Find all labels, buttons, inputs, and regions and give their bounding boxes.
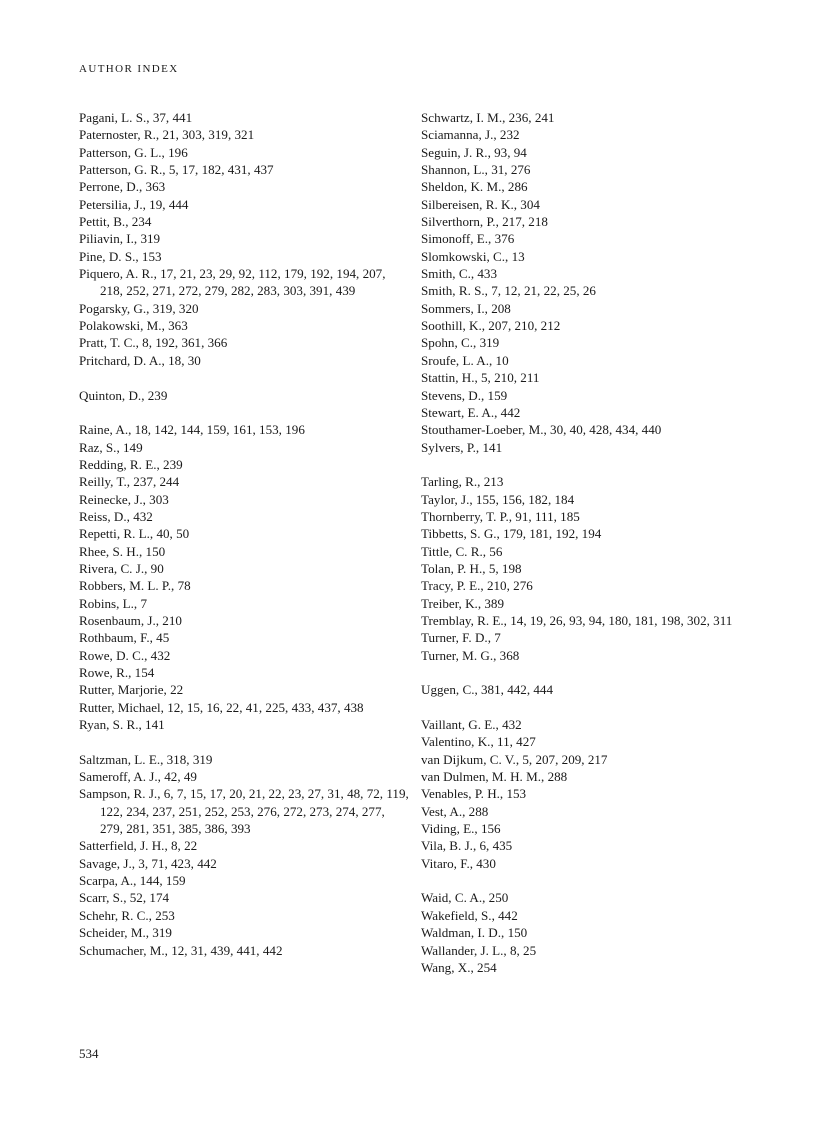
- index-entry: Valentino, K., 11, 427: [421, 734, 536, 750]
- index-entry: Sheldon, K. M., 286: [421, 179, 528, 195]
- index-entry: Rothbaum, F., 45: [79, 630, 170, 646]
- index-entry: Piquero, A. R., 17, 21, 23, 29, 92, 112, 179, 192, 194, 207, 218, 252, 271, 272, 279, 282, 283, 303, 391, 439: [79, 266, 386, 299]
- letter-group-gap: [421, 872, 751, 889]
- index-entry: Scarr, S., 52, 174: [79, 890, 170, 906]
- index-entry: Silbereisen, R. K., 304: [421, 196, 540, 212]
- index-entry: Sroufe, L. A., 10: [421, 352, 509, 368]
- index-entry: Tracy, P. E., 210, 276: [421, 578, 533, 594]
- index-entry: Paternoster, R., 21, 303, 319, 321: [79, 127, 255, 143]
- index-entry: Seguin, J. R., 93, 94: [421, 144, 527, 160]
- index-entry: Sylvers, P., 141: [421, 439, 503, 455]
- index-entry: Scarpa, A., 144, 159: [79, 873, 186, 889]
- index-entry: Rowe, D. C., 432: [79, 647, 171, 663]
- index-entry: Perrone, D., 363: [79, 179, 166, 195]
- index-entry: Robins, L., 7: [79, 595, 148, 611]
- index-entry: Smith, R. S., 7, 12, 21, 22, 25, 26: [421, 283, 596, 299]
- index-entry: Polakowski, M., 363: [79, 318, 188, 334]
- index-entry: Wallander, J. L., 8, 25: [421, 942, 537, 958]
- letter-group-gap: [79, 733, 409, 750]
- index-entry: Satterfield, J. H., 8, 22: [79, 838, 198, 854]
- index-entry: Viding, E., 156: [421, 821, 501, 837]
- index-entry: Tibbetts, S. G., 179, 181, 192, 194: [421, 526, 602, 542]
- index-entry: Waldman, I. D., 150: [421, 925, 528, 941]
- index-entry: Reiss, D., 432: [79, 508, 153, 524]
- index-entry: Spohn, C., 319: [421, 335, 500, 351]
- index-entry: Redding, R. E., 239: [79, 456, 183, 472]
- index-entry: Sommers, I., 208: [421, 300, 511, 316]
- index-entry: Pratt, T. C., 8, 192, 361, 366: [79, 335, 228, 351]
- index-entry: Venables, P. H., 153: [421, 786, 527, 802]
- letter-group-gap: [421, 699, 751, 716]
- index-entry: Rivera, C. J., 90: [79, 560, 164, 576]
- index-entry: Sciamanna, J., 232: [421, 127, 520, 143]
- index-entry: Robbers, M. L. P., 78: [79, 578, 191, 594]
- index-entry: Repetti, R. L., 40, 50: [79, 526, 190, 542]
- running-head: AUTHOR INDEX: [79, 63, 179, 75]
- letter-group-gap: [79, 369, 409, 386]
- index-entry: Turner, M. G., 368: [421, 647, 520, 663]
- index-entry: Patterson, G. R., 5, 17, 182, 431, 437: [79, 162, 274, 178]
- index-entry: Pine, D. S., 153: [79, 248, 162, 264]
- index-entry: Pogarsky, G., 319, 320: [79, 300, 199, 316]
- index-entry: Taylor, J., 155, 156, 182, 184: [421, 491, 575, 507]
- index-entry: Raz, S., 149: [79, 439, 143, 455]
- index-entry: Rhee, S. H., 150: [79, 543, 166, 559]
- index-entry: Treiber, K., 389: [421, 595, 505, 611]
- index-entry: Smith, C., 433: [421, 266, 498, 282]
- index-entry: Wakefield, S., 442: [421, 907, 518, 923]
- index-entry: Stevens, D., 159: [421, 387, 508, 403]
- index-entry: Sameroff, A. J., 42, 49: [79, 769, 197, 785]
- index-entry: Tolan, P. H., 5, 198: [421, 560, 522, 576]
- index-entry: Slomkowski, C., 13: [421, 248, 525, 264]
- index-entry: Silverthorn, P., 217, 218: [421, 214, 548, 230]
- index-entry: Schumacher, M., 12, 31, 439, 441, 442: [79, 942, 283, 958]
- index-entry: Reinecke, J., 303: [79, 491, 169, 507]
- index-entry: Vitaro, F., 430: [421, 855, 496, 871]
- index-entry: Stewart, E. A., 442: [421, 404, 521, 420]
- index-entry: Saltzman, L. E., 318, 319: [79, 751, 213, 767]
- index-entry: Stouthamer-Loeber, M., 30, 40, 428, 434, 440: [421, 422, 662, 438]
- index-entry: Pagani, L. S., 37, 441: [79, 110, 193, 125]
- index-entry: Ryan, S. R., 141: [79, 717, 165, 733]
- index-entry: Wang, X., 254: [421, 959, 497, 975]
- index-entry: Rowe, R., 154: [79, 665, 155, 680]
- index-entry: Pritchard, D. A., 18, 30: [79, 352, 201, 368]
- index-column-right: [421, 109, 751, 976]
- index-entry: Uggen, C., 381, 442, 444: [421, 682, 554, 698]
- index-entry: Turner, F. D., 7: [421, 630, 501, 646]
- index-entry: Simonoff, E., 376: [421, 231, 515, 247]
- index-entry: Vest, A., 288: [421, 803, 489, 819]
- index-entry: Petersilia, J., 19, 444: [79, 196, 189, 212]
- index-entry: Vila, B. J., 6, 435: [421, 838, 513, 854]
- index-entry: Rutter, Michael, 12, 15, 16, 22, 41, 225, 433, 437, 438: [79, 699, 364, 715]
- index-entry: Stattin, H., 5, 210, 211: [421, 370, 540, 386]
- index-entry: Reilly, T., 237, 244: [79, 474, 180, 490]
- index-entry: Tittle, C. R., 56: [421, 543, 503, 559]
- index-entry: Patterson, G. L., 196: [79, 144, 188, 160]
- page-number: 534: [79, 1046, 99, 1061]
- index-entry: Pettit, B., 234: [79, 214, 152, 230]
- index-entry: Raine, A., 18, 142, 144, 159, 161, 153, 196: [79, 422, 305, 438]
- index-entry: Rutter, Marjorie, 22: [79, 682, 184, 698]
- index-entry: Shannon, L., 31, 276: [421, 162, 531, 178]
- letter-group-gap: [79, 404, 409, 421]
- index-entry: van Dulmen, M. H. M., 288: [421, 769, 568, 785]
- index-entry: Piliavin, I., 319: [79, 231, 161, 247]
- index-entry: Quinton, D., 239: [79, 387, 168, 403]
- index-entry: Rosenbaum, J., 210: [79, 612, 182, 628]
- index-entry: Savage, J., 3, 71, 423, 442: [79, 855, 217, 871]
- index-entry: Schwartz, I. M., 236, 241: [421, 110, 555, 125]
- index-entry: Thornberry, T. P., 91, 111, 185: [421, 508, 580, 524]
- index-entry: Schehr, R. C., 253: [79, 907, 175, 923]
- index-entry: Scheider, M., 319: [79, 925, 172, 941]
- letter-group-gap: [421, 456, 751, 473]
- index-column-left: [79, 109, 409, 959]
- index-entry: Soothill, K., 207, 210, 212: [421, 318, 561, 334]
- index-entry: Tremblay, R. E., 14, 19, 26, 93, 94, 180, 181, 198, 302, 311: [421, 612, 733, 628]
- index-entry: van Dijkum, C. V., 5, 207, 209, 217: [421, 751, 608, 767]
- index-entry: Sampson, R. J., 6, 7, 15, 17, 20, 21, 22, 23, 27, 31, 48, 72, 119, 122, 234, 237, 251, 252, 253, 276, 272, 273, 274, 277, 279, 281, 351, 385, 386, 393: [79, 786, 409, 837]
- index-entry: Vaillant, G. E., 432: [421, 717, 522, 733]
- letter-group-gap: [421, 664, 751, 681]
- index-entry: Tarling, R., 213: [421, 474, 504, 490]
- index-entry: Waid, C. A., 250: [421, 890, 509, 906]
